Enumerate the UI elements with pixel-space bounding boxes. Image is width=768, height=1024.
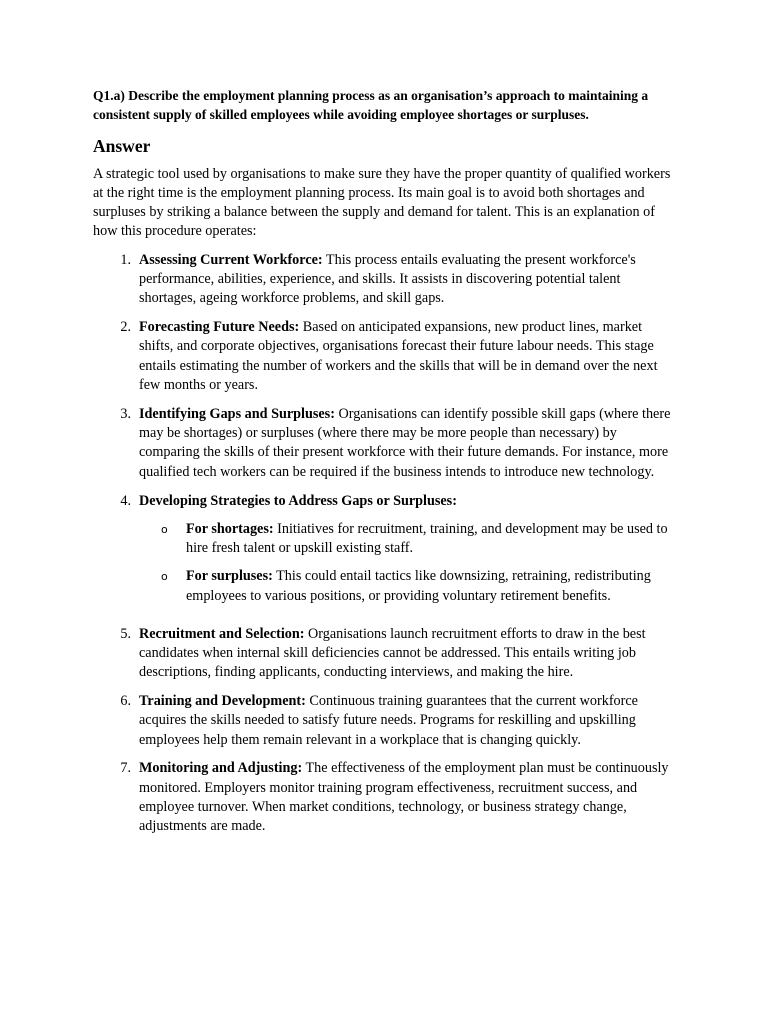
step-text: Organisations can identify possible skill gaps (where there may be shortages) or surpluses (where there may be more people than necessary) by comparing the skills of their present workforce with their future demands. For instance, more qualified tech workers can be required if the business intends to introduce new technology. (139, 405, 671, 480)
list-item (93, 492, 672, 615)
intro-paragraph: A strategic tool used by organisations to make sure they have the proper quantity of qualified workers at the right time is the employment planning process. Its main goal is to avoid both shortages and surpluses by striking a balance between the supply and demand for talent. This is an explanation of how this procedure operates: (93, 165, 671, 240)
step-title: Recruitment and Selection: (139, 625, 305, 642)
list-number: 2. (120, 319, 131, 336)
list-item (93, 251, 672, 309)
list-item (93, 405, 672, 482)
list-item (93, 759, 672, 836)
step-title: Monitoring and Adjusting: (139, 760, 303, 777)
sub-list-item (139, 567, 672, 606)
list-number: 4. (120, 492, 131, 509)
sub-text: Initiatives for recruitment, training, and development may be used to hire fresh talent or upskill existing staff. (186, 520, 668, 557)
question-text: Q1.a) Describe the employment planning process as an organisation’s approach to maintaining a consistent supply of skilled employees while avoiding employee shortages or surpluses. (93, 88, 649, 123)
sub-list-item (139, 520, 672, 559)
list-number: 7. (120, 760, 131, 777)
step-title: Assessing Current Workforce: (139, 251, 323, 268)
answer-heading: Answer (93, 135, 151, 156)
step-text: Based on anticipated expansions, new product lines, market shifts, and corporate objectives, organisations forecast their future labour needs. This stage entails estimating the number of workers and the skills that will be in demand over the next few months or years. (139, 319, 658, 394)
list-item (93, 625, 672, 683)
list-number: 6. (120, 692, 131, 709)
bullet-marker: o (161, 522, 168, 536)
sub-title: For surpluses: (186, 568, 273, 585)
list-number: 5. (120, 625, 131, 642)
sub-text: This could entail tactics like downsizing, retraining, redistributing employees to various positions, or providing voluntary retirement benefits. (186, 568, 651, 604)
step-title: Forecasting Future Needs: (139, 319, 300, 336)
sub-list (139, 520, 672, 606)
step-text: Continuous training guarantees that the current workforce acquires the skills needed to satisfy future needs. Programs for reskilling and upskilling employees help them remain relevant in a workplace that is changing quickly. (139, 692, 638, 748)
list-item (93, 318, 672, 395)
step-text: The effectiveness of the employment plan must be continuously monitored. Employers monitor training program effectiveness, recruitment success, and employee turnover. When market conditions, technology, or business strategy change, adjustments are made. (139, 760, 669, 835)
step-title: Identifying Gaps and Surpluses: (139, 405, 335, 422)
bullet-marker: o (161, 570, 168, 584)
list-number: 3. (120, 405, 131, 422)
sub-title: For shortages: (186, 520, 274, 537)
step-title: Developing Strategies to Address Gaps or Surpluses: (139, 492, 457, 509)
step-title: Training and Development: (139, 692, 306, 709)
list-number: 1. (120, 251, 131, 268)
list-item (93, 692, 672, 750)
step-text: Organisations launch recruitment efforts to draw in the best candidates when internal skill deficiencies cannot be addressed. This entails writing job descriptions, finding applicants, conducting interviews, and making the hire. (139, 625, 646, 681)
step-text: This process entails evaluating the present workforce's performance, abilities, experience, and skills. It assists in discovering potential talent shortages, ageing workforce problems, and skill gaps. (139, 251, 636, 307)
steps-list (93, 251, 672, 837)
